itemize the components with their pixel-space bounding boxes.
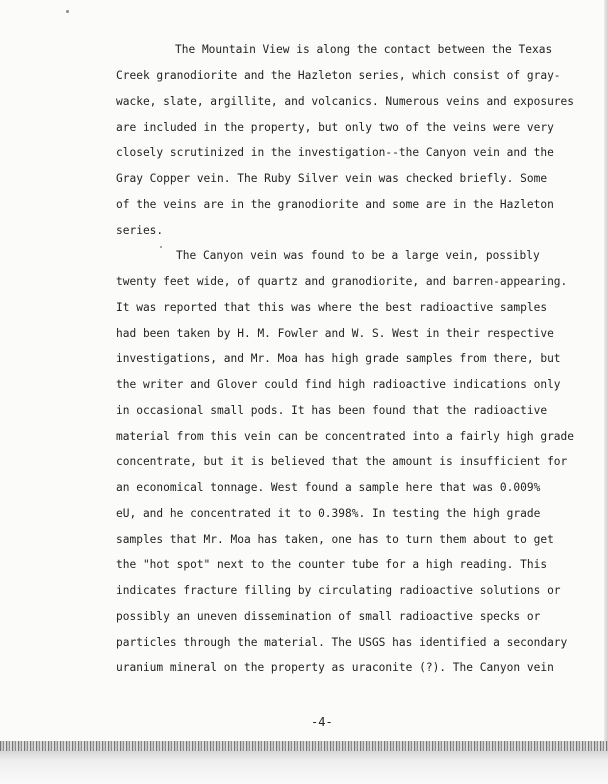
scan-margin xyxy=(0,751,608,784)
text-line: The Mountain View is along the contact between the Texas xyxy=(175,43,553,56)
text-line: Creek granodiorite and the Hazleton series, which consist of gray- xyxy=(116,69,561,82)
scan-bottom-edge xyxy=(0,741,608,751)
text-line: possibly an uneven dissemination of small radioactive specks or xyxy=(116,610,541,623)
text-line: samples that Mr. Moa has taken, one has to turn them about to get xyxy=(116,533,554,546)
text-line: wacke, slate, argillite, and volcanics. Numerous veins and exposures xyxy=(116,95,575,108)
text-line: indicates fracture filling by circulating radioactive solutions or xyxy=(116,584,561,597)
text-line: investigations, and Mr. Moa has high grade samples from there, but xyxy=(116,352,561,365)
text-line: The Canyon vein was found to be a large vein, possibly xyxy=(176,249,540,262)
text-line: It was reported that this was where the best radioactive samples xyxy=(116,301,548,314)
text-line: are included in the property, but only two of the veins were very xyxy=(116,121,554,134)
text-line: concentrate, but it is believed that the amount is insufficient for xyxy=(116,455,568,468)
text-line: twenty feet wide, of quartz and granodiorite, and barren-appearing. xyxy=(116,275,568,288)
page-edge xyxy=(604,0,608,741)
text-line: in occasional small pods. It has been found that the radioactive xyxy=(116,404,548,417)
text-line: particles through the material. The USGS has identified a secondary xyxy=(116,636,568,649)
text-line: had been taken by H. M. Fowler and W. S. West in their respective xyxy=(116,327,554,340)
text-line: Gray Copper vein. The Ruby Silver vein was checked briefly. Some xyxy=(116,172,548,185)
text-line: uranium mineral on the property as uraconite (?). The Canyon vein xyxy=(116,661,554,674)
text-line: the "hot spot" next to the counter tube for a high reading. This xyxy=(116,558,548,571)
text-line: an economical tonnage. West found a sample here that was 0.009% xyxy=(116,481,541,494)
text-line: the writer and Glover could find high radioactive indications only xyxy=(116,378,561,391)
text-line: closely scrutinized in the investigation--the Canyon vein and the xyxy=(116,146,554,159)
text-line: of the veins are in the granodiorite and some are in the Hazleton xyxy=(116,198,554,211)
text-line: series. xyxy=(116,224,164,237)
text-line: eU, and he concentrated it to 0.398%. In testing the high grade xyxy=(116,507,541,520)
text-line: material from this vein can be concentrated into a fairly high grade xyxy=(116,430,575,443)
page-number: -4- xyxy=(311,715,333,729)
